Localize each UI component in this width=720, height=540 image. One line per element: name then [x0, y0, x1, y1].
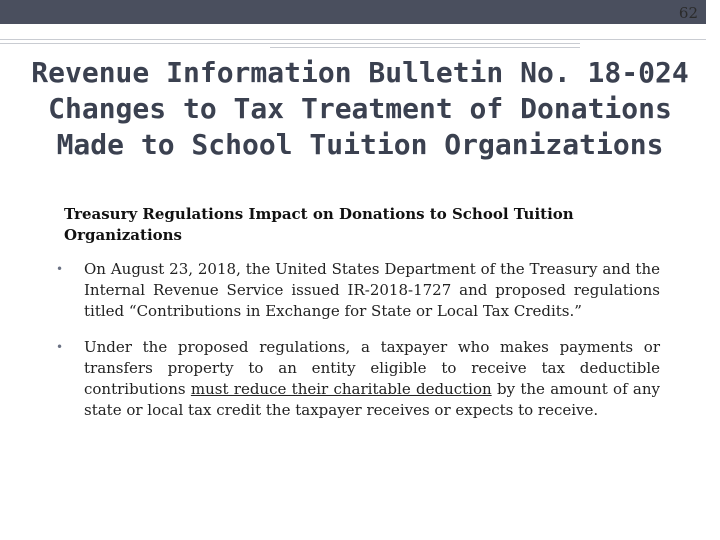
title-line-1: Revenue Information Bulletin No. 18-024 [31, 56, 689, 89]
top-bar [0, 0, 706, 24]
slide-title [20, 55, 700, 163]
bullet-list [56, 259, 660, 436]
title-line-2: Changes to Tax Treatment of Donations [48, 92, 672, 125]
title-line-3: Made to School Tuition Organizations [56, 128, 664, 161]
page-number: 62 [678, 4, 698, 22]
bullet-item [56, 259, 660, 322]
bullet-text-underlined: must reduce their charitable deduction [190, 380, 492, 398]
bullet-text: On August 23, 2018, the United States Department of the Treasury and the Internal Revenue Service issued IR-2018-1727 and proposed regulations titled “Contributions in Exchange for State or Local Tax Credits.” [84, 260, 660, 320]
section-subheading: Treasury Regulations Impact on Donations to School Tuition Organizations [64, 205, 574, 244]
bullet-text-before: Under the proposed regulations, a taxpayer who makes payments or transfers property to an entity eligible to receive tax deductible contributions [84, 338, 660, 398]
bullet-text-after: by the amount of any state or local tax credit the taxpayer receives or expects to receive. [84, 380, 660, 419]
bullet-item [56, 337, 660, 421]
top-bar-corner [706, 0, 720, 30]
bullet-marker: • [56, 262, 64, 276]
bullet-marker: • [56, 340, 64, 354]
header-accent-lines [0, 30, 720, 50]
